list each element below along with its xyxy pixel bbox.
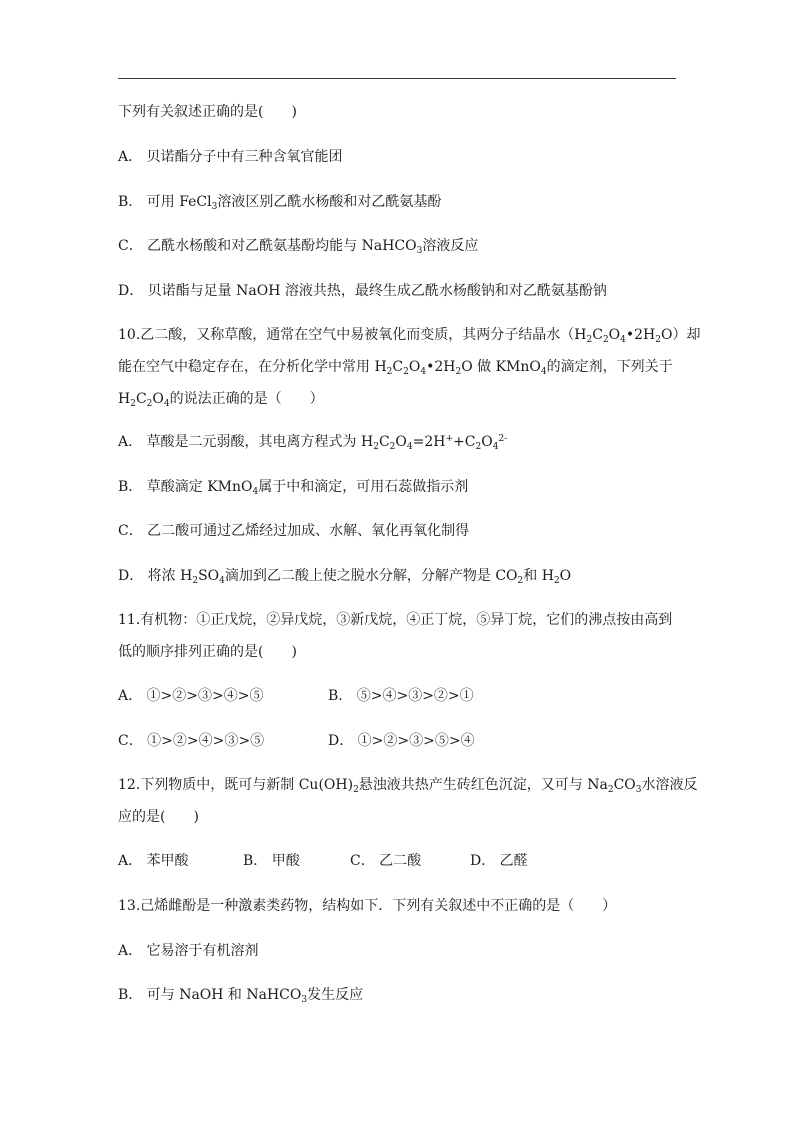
q11-option-a: A． ①>②>③>④>⑤ (118, 688, 264, 704)
q11-stem-line1: 11.有机物：①正戊烷，②异戊烷，③新戊烷，④正丁烷，⑤异丁烷，它们的沸点按由高到 (118, 612, 673, 628)
header-rule (118, 78, 676, 79)
q12-stem-line1: 12.下列物质中，既可与新制 $Cu(OH)_2$悬浊液共热产生砖红色沉淀，又可与 $Na_2CO_3$水溶液反 (118, 777, 698, 795)
q11-option-d: D． ①>②>③>⑤>④ (328, 733, 475, 749)
q10-stem-line2: 能在空气中稳定存在，在分析化学中常用 $H_2C_2O_4•2H_2O$ 做 KMnO$_4$的滴定剂，下列关于 (118, 359, 673, 377)
q9-option-b: B． 可用 FeCl$_3$溶液区别乙酰水杨酸和对乙酰氨基酚 (118, 194, 442, 212)
q11-option-c: C． ①>②>④>③>⑤ (118, 733, 265, 749)
q10-stem-line1: 10.乙二酸，又称草酸，通常在空气中易被氧化而变质，其两分子结晶水$(H_2C_2O_4•2H_2O)$却 (118, 327, 701, 345)
q10-option-d: D． 将浓 $H_2SO_4$滴加到乙二酸上使之脱水分解，分解产物是 $CO_2$和 $H_2O$ (118, 568, 572, 586)
q10-option-b: B． 草酸滴定 KMnO$_4$属于中和滴定，可用石蕊做指示剂 (118, 479, 469, 497)
q11-stem-line2: 低的顺序排列正确的是( ) (118, 644, 297, 660)
q12-option-d: D． 乙醛 (470, 853, 528, 869)
q10-stem-line3: $H_2C_2O_4$的说法正确的是（ ） (118, 391, 324, 409)
q13-option-a: A． 它易溶于有机溶剂 (118, 943, 259, 959)
q11-option-b: B． ⑤>④>③>②>① (328, 688, 474, 704)
q10-option-a: A． 草酸是二元弱酸，其电离方程式为 $H_2C_2O_4=2H^++C_2O_4^{2-}$ (118, 434, 508, 452)
q9-stem: 下列有关叙述正确的是( ) (118, 104, 297, 120)
q12-option-a: A． 苯甲酸 (118, 853, 189, 869)
q12-stem-line2: 应的是( ) (118, 809, 199, 825)
q12-option-c: C． 乙二酸 (350, 853, 422, 869)
q9-option-a: A． 贝诺酯分子中有三种含氧官能团 (118, 149, 343, 165)
q13-option-b: B． 可与 NaOH 和 NaHCO$_3$发生反应 (118, 987, 364, 1005)
q12-option-b: B． 甲酸 (243, 853, 300, 869)
q10-option-c: C． 乙二酸可通过乙烯经过加成、水解、氧化再氧化制得 (118, 523, 470, 539)
q13-stem: 13.己烯雌酚是一种激素类药物，结构如下．下列有关叙述中不正确的是（ ） (118, 898, 617, 914)
q9-option-c: C． 乙酰水杨酸和对乙酰氨基酚均能与 NaHCO$_3$溶液反应 (118, 238, 479, 256)
q9-option-d: D． 贝诺酯与足量 NaOH 溶液共热，最终生成乙酰水杨酸钠和对乙酰氨基酚钠 (118, 283, 607, 299)
